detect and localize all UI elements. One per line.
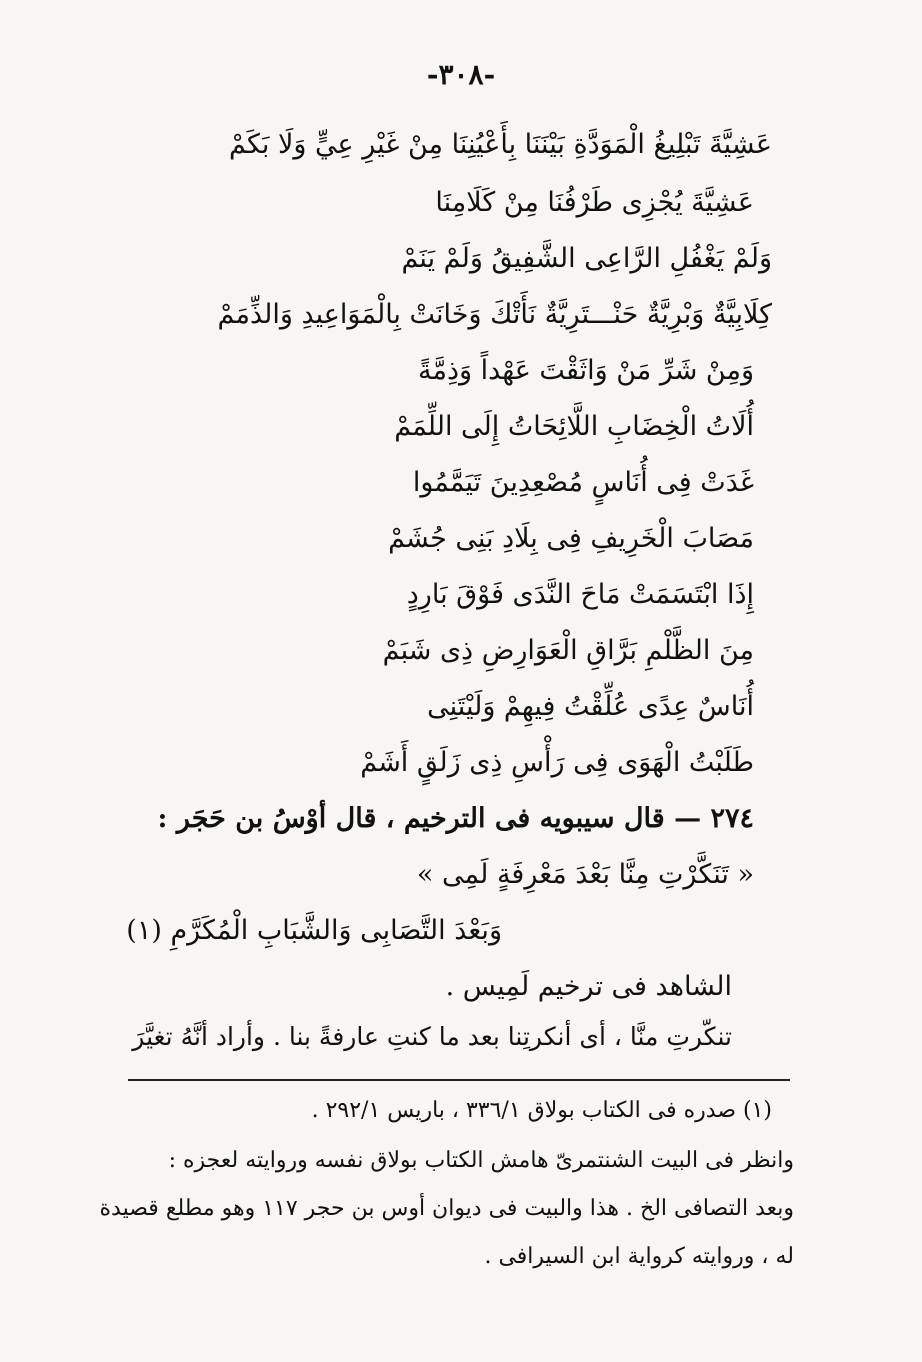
footnote-line-3: وبعد التصافى الخ . هذا والبيت فى ديوان أوس بن حجر ١١٧ وهو مطلع قصيدة — [99, 1196, 794, 1221]
verse-line-2: عَشِيَّةَ يُجْزِى طَرْفُنَا مِنْ كَلَامِنَا — [435, 187, 754, 218]
footnote-line-4: له ، وروايته كرواية ابن السيرافى . — [484, 1244, 794, 1269]
verse-line-11: أُنَاسٌ عِدًى عُلِّقْتُ فِيهِمْ وَلَيْتَنِى — [427, 691, 754, 722]
verse-line-6: أُلَاتُ الْخِضَابِ اللَّائِحَاتُ إِلَى اللِّمَمْ — [394, 411, 754, 442]
verse-line-10: مِنَ الظَّلْمِ بَرَّاقِ الْعَوَارِضِ ذِى شَبَمْ — [382, 635, 754, 666]
verse-line-5: وَمِنْ شَرِّ مَنْ وَاثَقْتَ عَهْداً وَذِمَّةً — [418, 355, 754, 386]
verse-line-3: وَلَمْ يَغْفُلِ الرَّاعِى الشَّفِيقُ وَلَمْ يَنَمْ — [401, 243, 772, 274]
footnote-line-2: وانظر فى البيت الشنتمرىّ هامش الكتاب بولاق نفسه وروايته لعجزه : — [168, 1148, 794, 1173]
commentary-line-2: تنكّرتِ منَّا ، أى أنكرتِنا بعد ما كنتِ عارفةً بنا . وأراد أنَّهُ تغيَّرَ — [132, 1022, 732, 1051]
commentary-line-1: الشاهد فى ترخيم لَمِيس . — [445, 971, 732, 1002]
page-number: -٣٠٨- — [426, 58, 496, 91]
verse-line-1: عَشِيَّةَ تَبْلِيغُ الْمَوَدَّةِ بَيْنَنَا بِأَعْيُنِنَا مِنْ غَيْرِ عِيٍّ وَلَا بَكَمْ — [229, 129, 772, 160]
verse-line-7: غَدَتْ فِى أُنَاسٍ مُصْعِدِينَ تَيَمَّمُوا — [412, 467, 754, 498]
verse-line-12: طَلَبْتُ الْهَوَى فِى رَأْسِ ذِى زَلَقٍ أَشَمْ — [360, 747, 754, 778]
verse-line-8: مَصَابَ الْخَرِيفِ فِى بِلَادِ بَنِى جُشَمْ — [388, 523, 754, 554]
entry-274-heading: ٢٧٤ — قال سيبويه فى الترخيم ، قال أوْسُ بن حَجَر : — [157, 803, 754, 834]
footnote-1: (١) صدره فى الكتاب بولاق ٣٣٦/١ ، باريس ٢٩٢/١ . — [311, 1098, 772, 1123]
verse-line-9: إِذَا ابْتَسَمَتْ مَاحَ النَّدَى فَوْقَ بَارِدٍ — [406, 579, 754, 610]
verse-second-hemistich: وَبَعْدَ التَّصَابِى وَالشَّبَابِ الْمُكَرَّمِ (١) — [126, 915, 502, 946]
quoted-hemistich: « تَنَكَّرْتِ مِنَّا بَعْدَ مَعْرِفَةٍ لَمِى » — [416, 859, 754, 890]
footnote-separator — [128, 1079, 790, 1081]
verse-line-4: كِلَابِيَّةٌ وَبْرِيَّةٌ حَنْـــتَرِيَّةٌ نَأَتْكَ وَخَانَتْ بِالْمَوَاعِيدِ وَالذِّمَمْ — [217, 299, 772, 330]
